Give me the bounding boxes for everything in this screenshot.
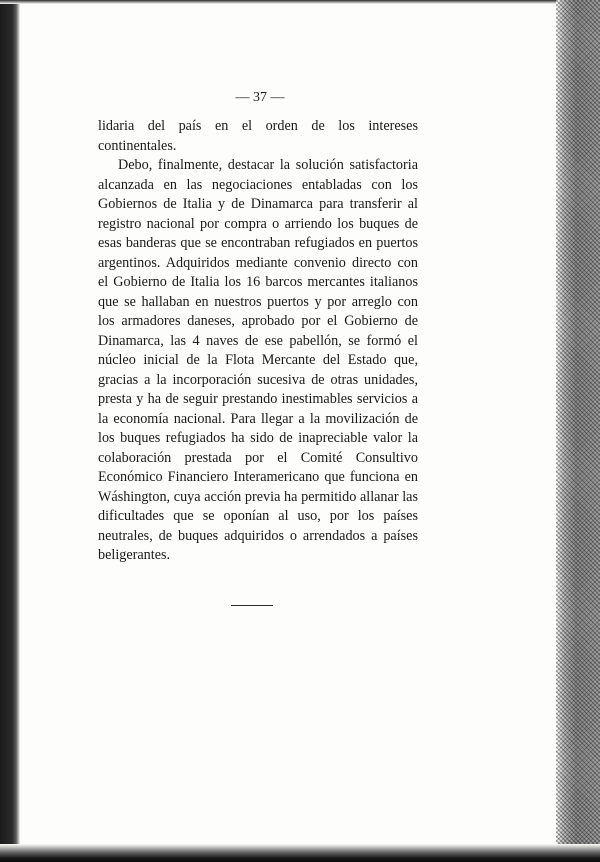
body-text: [98, 117, 418, 566]
scan-edge-top: [0, 0, 600, 4]
scan-edge-bottom: [0, 844, 600, 862]
section-end-rule: [231, 605, 273, 606]
scan-edge-right: [556, 0, 600, 862]
paragraph-main: Debo, finalmente, destacar la solución satisfactoria alcanzada en las negociaciones entabladas con los Gobiernos de Italia y de Dinamarca para transferir al registro nacional por compra o arriendo los buques de esas banderas que se encontraban refugiados en puertos argentinos. Adquiridos mediante convenio directo con el Gobierno de Italia los 16 barcos mercantes italianos que se hallaban en nuestros puertos y por arreglo con los armadores daneses, aprobado por el Gobierno de Dinamarca, las 4 naves de ese pabellón, se formó el núcleo inicial de la Flota Mercante del Estado que, gracias a la incorporación sucesiva de otras unidades, presta y ha de seguir prestando inestimables servicios a la economía nacional. Para llegar a la movilización de los buques refugiados ha sido de inapreciable valor la colaboración prestada por el Comité Consultivo Económico Financiero Interamericano que funciona en Wáshington, cuya acción previa ha permitido allanar las dificultades que se oponían al uso, por los países neutrales, de buques adquiridos o arrendados a países beligerantes.: [98, 157, 418, 563]
paragraph-continuation: lidaria del país en el orden de los intereses continentales.: [98, 118, 418, 154]
page-number: — 37 —: [235, 90, 285, 105]
scan-edge-left: [0, 0, 20, 862]
